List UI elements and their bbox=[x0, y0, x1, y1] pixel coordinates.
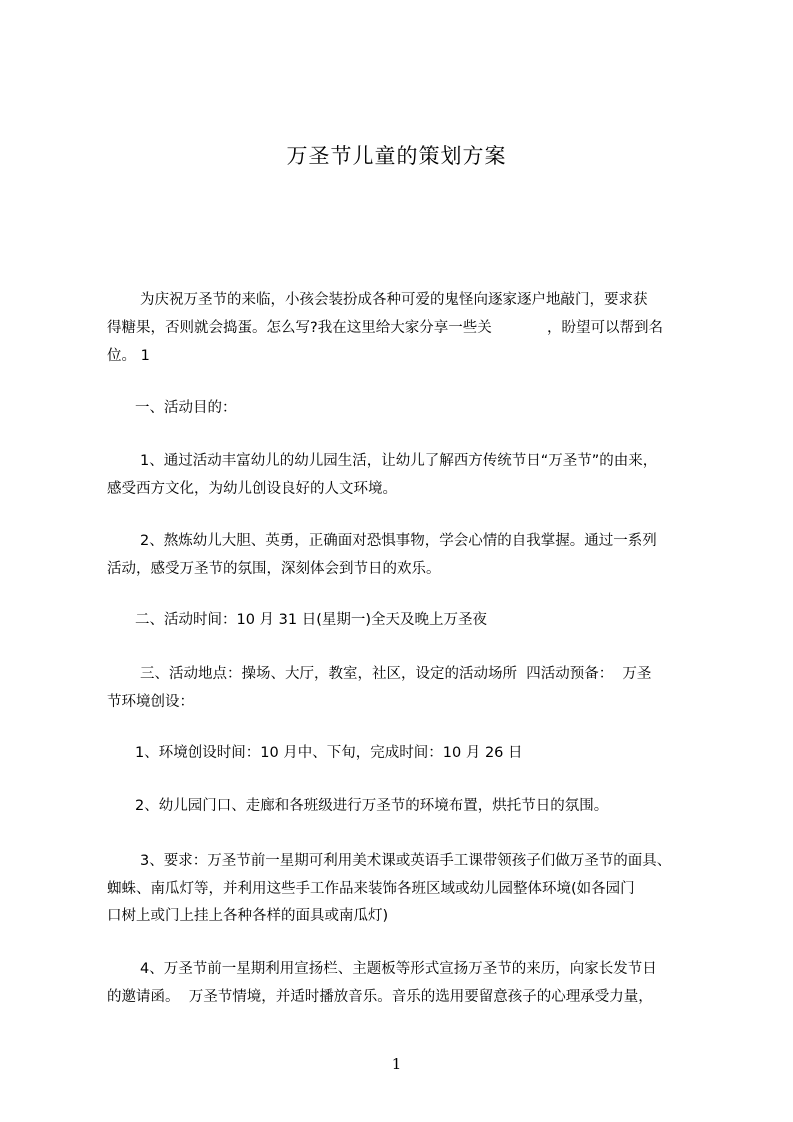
section-activity-place-line-2: 节环境创设： bbox=[107, 694, 194, 710]
purpose-item-1-line-2: 感受西方文化，为幼儿创设良好的人文环境。 bbox=[107, 481, 397, 497]
section-activity-place-line-1: 三、活动地点：操场、大厅，教室，社区，设定的活动场所 四活动预备： 万圣 bbox=[140, 666, 652, 682]
environment-item-3-line-2: 蜘蛛、南瓜灯等，并利用这些手工作品来装饰各班区域或幼儿园整体环境(如各园门 bbox=[107, 881, 635, 897]
environment-item-4-line-1: 4、万圣节前一星期利用宣扬栏、主题板等形式宣扬万圣节的来历，向家长发节日 bbox=[140, 961, 657, 977]
environment-item-3-line-3: 口树上或门上挂上各种各样的面具或南瓜灯) bbox=[107, 908, 389, 924]
environment-item-2: 2、幼儿园门口、走廊和各班级进行万圣节的环境布置，烘托节日的氛围。 bbox=[135, 798, 609, 814]
section-heading-purpose: 一、活动目的： bbox=[135, 400, 237, 416]
document-title: 万圣节儿童的策划方案 bbox=[286, 144, 507, 168]
intro-line-2: 得糖果，否则就会捣蛋。怎么写?我在这里给大家分享一些关 ，盼望可以帮到名 bbox=[107, 320, 664, 336]
environment-item-1: 1、环境创设时间：10 月中、下旬，完成时间：10 月 26 日 bbox=[135, 745, 523, 761]
environment-item-4-line-2: 的邀请函。 万圣节情境，并适时播放音乐。音乐的选用要留意孩子的心理承受力量， bbox=[107, 989, 653, 1005]
purpose-item-2-line-2: 活动，感受万圣节的氛围，深刻体会到节日的欢乐。 bbox=[107, 561, 441, 577]
purpose-item-2-line-1: 2、熬炼幼儿大胆、英勇，正确面对恐惧事物，学会心情的自我掌握。通过一系列 bbox=[140, 533, 657, 549]
page-number: 1 bbox=[391, 1055, 402, 1073]
purpose-item-1-line-1: 1、通过活动丰富幼儿的幼儿园生活，让幼儿了解西方传统节日“万圣节”的由来， bbox=[140, 453, 658, 469]
intro-line-3: 位。 1 bbox=[107, 348, 150, 364]
environment-item-3-line-1: 3、要求：万圣节前一星期可利用美术课或英语手工课带领孩子们做万圣节的面具、 bbox=[140, 853, 672, 869]
section-activity-time: 二、活动时间：10 月 31 日(星期一)全天及晚上万圣夜 bbox=[135, 612, 488, 628]
intro-line-1: 为庆祝万圣节的来临，小孩会装扮成各种可爱的鬼怪向逐家逐户地敲门，要求获 bbox=[140, 292, 648, 308]
